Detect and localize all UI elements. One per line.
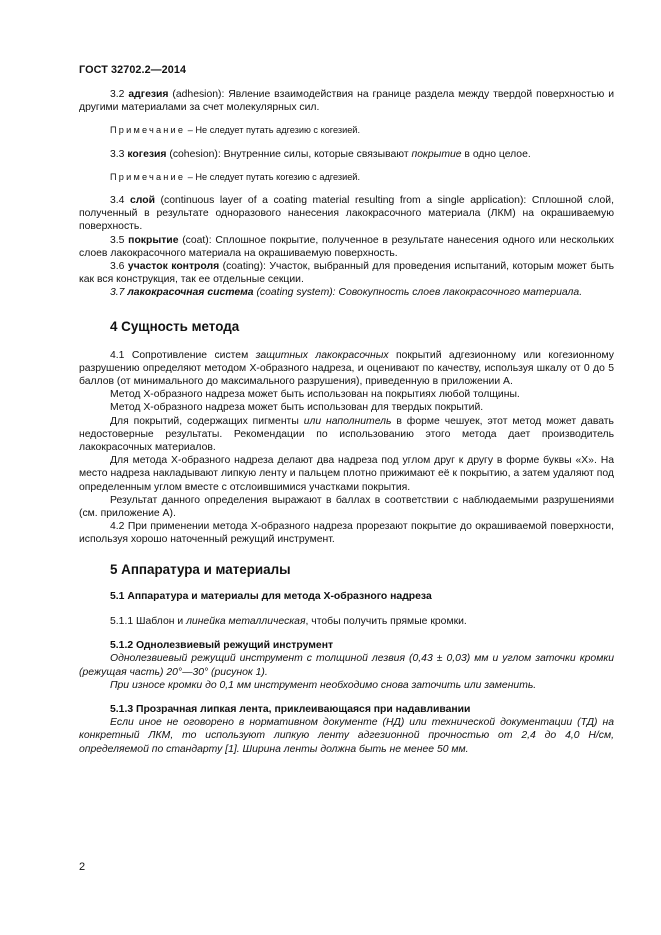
- text-run: покрытий адгезионному или когезионному разрушению определяют методом Х-образного надреза, и оценивают по качеству, используя шкалу от 0 до 5 баллов (от минимального до максимального разрушения), приведенную в приложении А.: [79, 349, 614, 388]
- text-run: Для покрытий, содержащих пигменты: [110, 415, 304, 427]
- term-number: 3.2: [110, 89, 129, 100]
- term-number: 3.3: [110, 148, 128, 160]
- note-label: Примечание: [110, 171, 186, 182]
- term-name: когезия: [127, 148, 167, 160]
- term-number: 3.4: [110, 195, 131, 207]
- term-name: адгезия: [128, 89, 169, 100]
- term-name: участок контроля: [127, 261, 220, 273]
- paragraph-5-1-1: [79, 615, 614, 628]
- note-text: – Не следует путать когезию с адгезией.: [185, 171, 360, 182]
- term-3-5: [79, 234, 614, 260]
- italic-term: покрытие: [411, 148, 462, 160]
- term-number: 3.6: [110, 261, 128, 273]
- note-1: [79, 124, 614, 137]
- italic-run: линейка металлическая: [186, 615, 306, 627]
- text-run: , чтобы получить прямые кромки.: [305, 615, 467, 627]
- note-2: [79, 171, 614, 184]
- term-number: 3.5: [110, 234, 129, 246]
- page-content: [79, 88, 614, 756]
- text-run: 4.1 Сопротивление систем: [110, 349, 256, 361]
- term-3-7: [79, 286, 614, 299]
- paragraph-5-1-3: Если иное не оговорено в нормативном документе (НД) или технической документации (ТД) на конкретный ЛКМ, то используют липкую ленту адгезионной прочностью от 2,4 до 4,0 Н/см, определяемой по стандарту [1]. Ширина ленты должна быть не менее 50 мм.: [79, 717, 614, 755]
- term-3-3: [79, 148, 614, 161]
- term-number: 3.7: [110, 287, 128, 299]
- paragraph-4-2: 4.2 При применении метода Х-образного надреза прорезают покрытие до окрашиваемой поверхности, используя хорошо наточенный режущий инструмент.: [79, 521, 614, 546]
- paragraph-4-1-e: Для метода Х-образного надреза делают два надреза под углом друг к другу в форме буквы «Х». На место надреза накладывают липкую ленту и пальцем плотно прижимают её к покрытию, а затем удаляют под определенным углом вместе с отслоившимися участками покрытия.: [79, 455, 614, 493]
- term-name: лакокрасочная система: [127, 287, 254, 299]
- section-4-heading: 4 Сущность метода: [110, 318, 240, 334]
- term-definition: (adhesion): Явление взаимодействия на границе раздела между твердой поверхностью и другими материалами за счет молекулярных сил.: [79, 89, 614, 114]
- page-number: 2: [79, 861, 86, 873]
- term-definition: (continuous layer of a coating material resulting from a single application): Сплошной слой, полученный в результате одноразового нанесения лакокрасочного материала (ЛКМ) на окрашиваемую поверхность.: [79, 195, 614, 233]
- term-3-4: [79, 194, 614, 234]
- paragraph-4-1-b: Метод Х-образного надреза может быть использован на покрытиях любой толщины.: [110, 389, 520, 401]
- term-name: слой: [130, 195, 155, 207]
- term-3-6: [79, 260, 614, 286]
- paragraph-4-1: [79, 349, 614, 389]
- note-text: – Не следует путать адгезию с когезией.: [185, 125, 360, 136]
- term-definition: (coating system): Совокупность слоев лакокрасочного материала.: [253, 287, 583, 299]
- term-name: покрытие: [128, 234, 179, 246]
- note-label: Примечание: [110, 125, 186, 136]
- paragraph-4-1-f: Результат данного определения выражают в баллах в соответствии с наблюдаемыми разрушениями (см. приложение А).: [79, 494, 614, 520]
- text-run: в форме чешуек, этот метод может давать недостоверные результаты. Рекомендации по использованию этого метода дает производитель лакокрасочных материалов.: [79, 415, 614, 454]
- term-definition: (coat): Сплошное покрытие, полученное в результате нанесения одного или нескольких слоев лакокрасочного материала на окрашиваемую поверхность.: [79, 234, 614, 259]
- section-5-1-2-heading: 5.1.2 Однолезвиевый режущий инструмент: [110, 640, 334, 652]
- standard-header: ГОСТ 32702.2—2014: [79, 64, 187, 76]
- term-definition: (coating): Участок, выбранный для проведения испытаний, которым может быть как вся конструкция, так ее отдельные секции.: [79, 261, 614, 286]
- italic-run: или наполнитель: [303, 415, 392, 427]
- term-3-2: [79, 88, 614, 114]
- paragraph-5-1-2-a: Однолезвиевый режущий инструмент с толщиной лезвия (0,43 ± 0,03) мм и углом заточки кромки (режущая часть) 20°—30° (рисунок 1).: [79, 653, 614, 678]
- term-definition: (cohesion): Внутренние силы, которые связывают: [166, 148, 412, 160]
- section-5-1-3-heading: 5.1.3 Прозрачная липкая лента, приклеивающаяся при надавливании: [110, 703, 471, 715]
- section-5-heading: 5 Аппаратура и материалы: [110, 561, 291, 577]
- paragraph-4-1-d: [79, 415, 614, 455]
- term-definition-end: в одно целое.: [461, 148, 531, 160]
- italic-run: защитных лакокрасочных: [255, 349, 389, 361]
- paragraph-5-1-2-b: При износе кромки до 0,1 мм инструмент необходимо снова заточить или заменить.: [110, 679, 537, 691]
- section-5-1-heading: 5.1 Аппаратура и материалы для метода Х-образного надреза: [110, 590, 432, 602]
- text-run: 5.1.1 Шаблон и: [110, 615, 187, 627]
- paragraph-4-1-c: Метод Х-образного надреза может быть использован для твердых покрытий.: [110, 402, 484, 414]
